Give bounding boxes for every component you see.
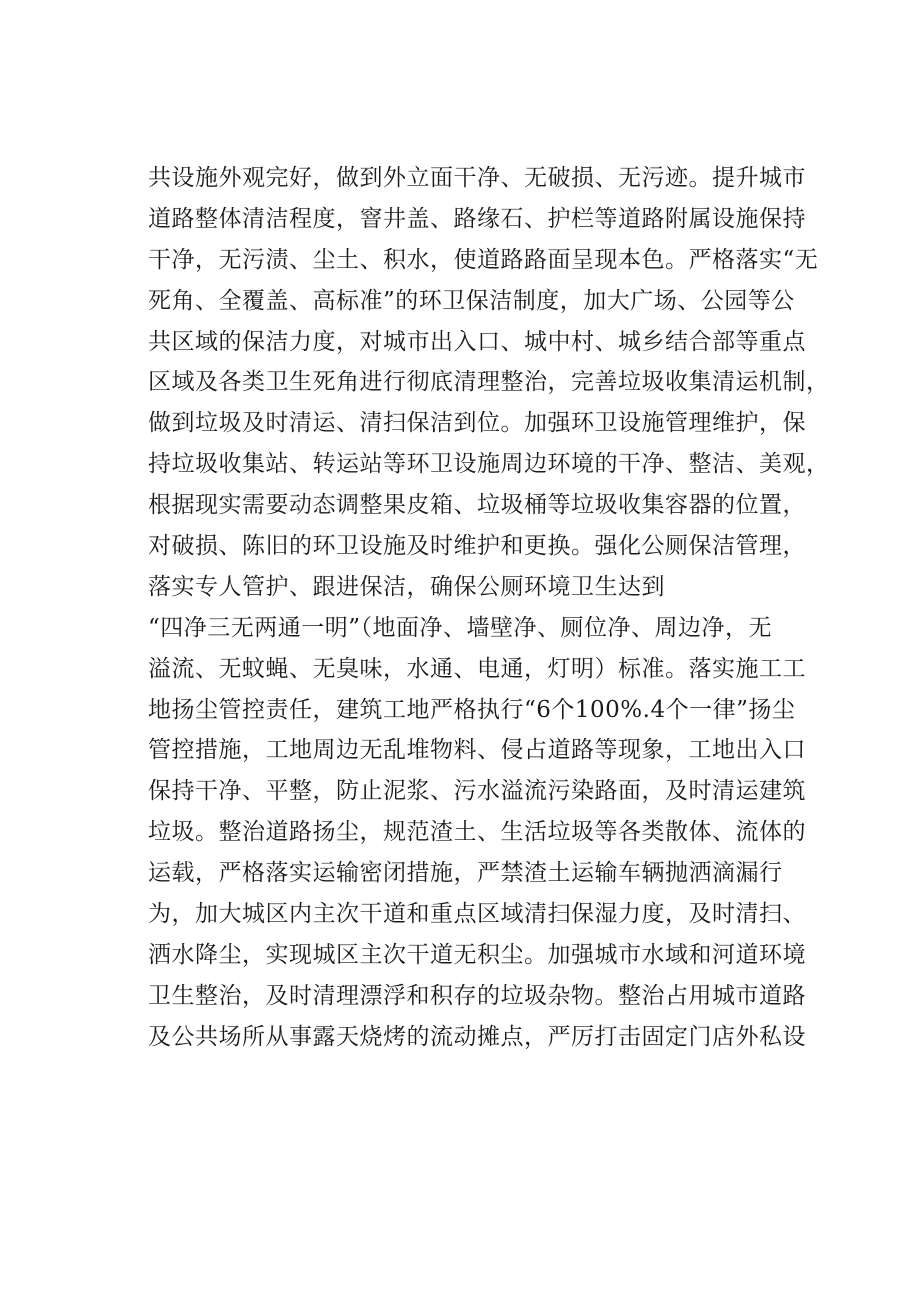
- text-line: 对破损、陈旧的环卫设施及时维护和更换。强化公厕保洁管理，: [148, 533, 806, 560]
- text-line: “四净三无两通一明”（地面净、墙壁净、厕位净、周边净，无: [148, 614, 773, 641]
- text-line: 干净，无污渍、尘土、积水，使道路路面呈现本色。严格落实“无: [148, 246, 819, 273]
- text-line: 做到垃圾及时清运、清扫保洁到位。加强环卫设施管理维护，保: [148, 410, 806, 437]
- text-line: 根据现实需要动态调整果皮箱、垃圾桶等垃圾收集容器的位置，: [148, 492, 806, 519]
- text-line: 道路整体清洁程度，窨井盖、路缘石、护栏等道路附属设施保持: [148, 205, 806, 232]
- text-line: 区域及各类卫生死角进行彻底清理整治，完善垃圾收集清运机制，: [148, 369, 830, 396]
- text-line: 管控措施，工地周边无乱堆物料、侵占道路等现象，工地出入口: [148, 737, 806, 764]
- text-line: 及公共场所从事露天烧烤的流动摊点，严厉打击固定门店外私设: [148, 1023, 806, 1050]
- text-line: 共设施外观完好，做到外立面干净、无破损、无污迹。提升城市: [148, 165, 806, 191]
- text-line: 落实专人管护、跟进保洁，确保公厕环境卫生达到: [148, 573, 665, 600]
- body-text: [148, 158, 830, 1058]
- text-line: 共区域的保洁力度，对城市出入口、城中村、城乡结合部等重点: [148, 328, 806, 355]
- text-line: 死角、全覆盖、高标准”的环卫保洁制度，加大广场、公园等公: [148, 287, 795, 314]
- text-line: 持垃圾收集站、转运站等环卫设施周边环境的干净、整洁、美观，: [148, 451, 830, 478]
- text-line: 为，加大城区内主次干道和重点区域清扫保湿力度，及时清扫、: [148, 901, 806, 928]
- text-line: 运载，严格落实运输密闭措施，严禁渣土运输车辆抛洒滴漏行: [148, 860, 783, 887]
- text-line: 保持干净、平整，防止泥浆、污水溢流污染路面，及时清运建筑: [148, 778, 806, 805]
- text-line: 洒水降尘，实现城区主次干道无积尘。加强城市水域和河道环境: [148, 941, 806, 968]
- text-line: 卫生整治，及时清理漂浮和积存的垃圾杂物。整治占用城市道路: [148, 982, 806, 1009]
- text-line: 地扬尘管控责任，建筑工地严格执行“6个100%.4个一律”扬尘: [148, 696, 796, 723]
- text-line: 垃圾。整治道路扬尘，规范渣土、生活垃圾等各类散体、流体的: [148, 819, 806, 846]
- text-line: 溢流、无蚊蝇、无臭味，水通、电通，灯明）标准。落实施工工: [148, 655, 806, 682]
